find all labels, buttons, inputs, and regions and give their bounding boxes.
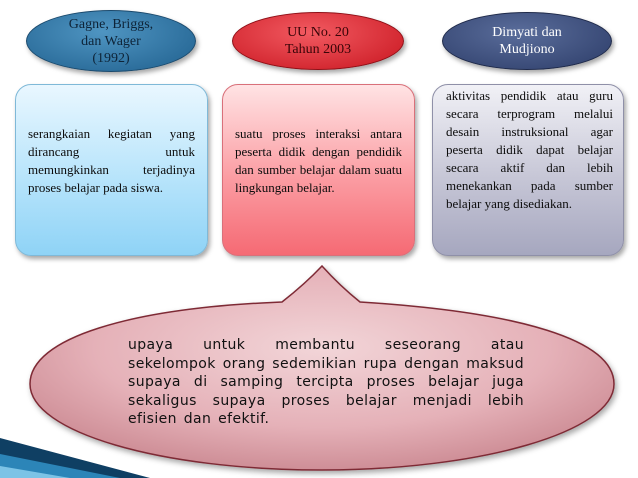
source-label-line: UU No. 20 [287, 25, 349, 40]
source-label-line: (1992) [92, 50, 130, 66]
summary-text: upaya untuk membantu seseorang atau sekelompok orang sedemikian rupa dengan maksud supaya di samping tercipta proses belajar juga sekaligus supaya proses belajar menjadi lebih efisien dan efektif. [128, 337, 524, 427]
source-label-line: Gagne, Briggs, [68, 16, 154, 32]
source-label-line: Dimyati dan [492, 25, 562, 40]
definition-text: serangkaian kegiatan yang dirancang untuk memungkinkan terjadinya proses belajar pada siswa. [28, 126, 195, 195]
source-label-line: Mudjiono [499, 42, 555, 57]
definition-text: aktivitas pendidik atau guru secara terprogram melalui desain instruksional agar peserta didik dapat belajar secara aktif dan lebih menekankan pada sumber belajar yang disediakan. [446, 88, 613, 211]
definition-text: suatu proses interaksi antara peserta didik dengan pendidik dan sumber belajar dalam suatu lingkungan belajar. [235, 126, 402, 195]
source-label-line: dan Wager [81, 33, 141, 49]
source-label-line: Tahun 2003 [284, 42, 352, 57]
